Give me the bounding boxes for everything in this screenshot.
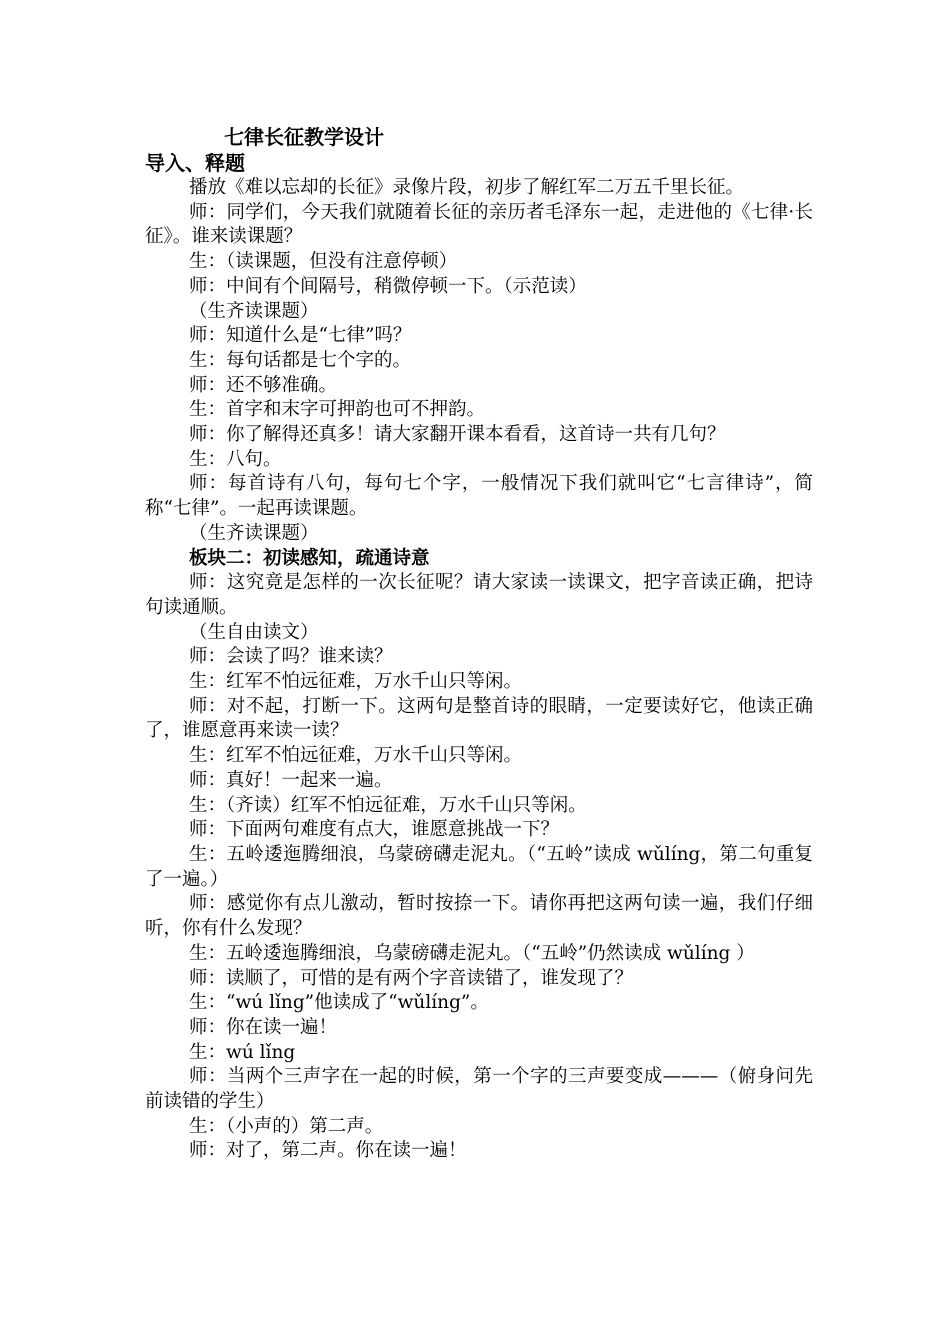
paragraph: 生：红军不怕远征难，万水千山只等闲。	[189, 745, 523, 767]
document-body	[145, 176, 813, 1164]
section-heading-intro: 导入、释题	[145, 151, 245, 175]
paragraph: 师：知道什么是“七律”吗？	[189, 325, 412, 347]
paragraph: 生：五岭逶迤腾细浪，乌蒙磅礴走泥丸。（“五岭”仍然读成 wǔlíng ）	[189, 942, 755, 964]
paragraph: 播放《难以忘却的长征》录像片段，初步了解红军二万五千里长征。	[189, 177, 745, 198]
paragraph: 生：每句话都是七个字的。	[189, 349, 412, 371]
paragraph: 师：真好！一起来一遍。	[189, 769, 393, 791]
paragraph: 师：感觉你有点儿激动，暂时按捺一下。请你再把这两句读一遍，我们仔细听，你有什么发现？	[145, 893, 813, 940]
paragraph: 师：每首诗有八句，每句七个字，一般情况下我们就叫它“七言律诗”，简称“七律”。一起再读课题。	[145, 473, 813, 520]
paragraph: 师：对了，第二声。你在读一遍！	[189, 1140, 467, 1162]
paragraph: 师：你在读一遍！	[189, 1016, 338, 1038]
paragraph: 师：这究竟是怎样的一次长征呢？请大家读一读课文，把字音读正确，把诗句读通顺。	[145, 572, 813, 618]
paragraph: （生自由读文）	[189, 621, 319, 643]
paragraph: 师：还不够准确。	[189, 374, 338, 396]
paragraph: 生：（齐读）红军不怕远征难，万水千山只等闲。	[189, 794, 587, 816]
paragraph: 师：当两个三声字在一起的时候，第一个字的三声要变成———（俯身问先前读错的学生）	[145, 1066, 813, 1113]
section-heading-paragraph: 板块二：初读感知，疏通诗意	[189, 547, 430, 569]
paragraph: 生：“wú lǐng”他读成了“wǔlíng”。	[189, 992, 489, 1014]
paragraph: 师：会读了吗？谁来读？	[189, 646, 393, 668]
paragraph: 师：对不起，打断一下。这两句是整首诗的眼睛，一定要读好它，他读正确了，谁愿意再来读一读？	[145, 695, 813, 742]
paragraph: 生：（读课题，但没有注意停顿）	[189, 251, 458, 273]
paragraph: （生齐读课题）	[189, 300, 319, 322]
paragraph: 师：你了解得还真多！请大家翻开课本看看，这首诗一共有几句？	[189, 424, 726, 446]
paragraph: 师：同学们，今天我们就随着长征的亲历者毛泽东一起，走进他的《七律·长征》。谁来读课题？	[145, 201, 813, 248]
paragraph: 师：中间有个间隔号，稍微停顿一下。（示范读）	[189, 275, 587, 297]
paragraph: 师：下面两句难度有点大，谁愿意挑战一下？	[189, 819, 560, 841]
paragraph: 生：五岭逶迤腾细浪，乌蒙磅礴走泥丸。（“五岭”读成 wǔlíng，第二句重复了一遍。）	[145, 843, 813, 890]
paragraph: 师：读顺了，可惜的是有两个字音读错了，谁发现了？	[189, 967, 634, 989]
paragraph: 生：首字和末字可押韵也可不押韵。	[189, 399, 486, 421]
document-title: 七律长征教学设计	[224, 125, 384, 149]
paragraph: 生：红军不怕远征难，万水千山只等闲。	[189, 671, 523, 693]
paragraph: 生：（小声的）第二声。	[189, 1115, 384, 1137]
paragraph: （生齐读课题）	[189, 522, 319, 544]
paragraph: 生：八句。	[189, 448, 282, 470]
paragraph: 生：wú lǐng	[189, 1041, 296, 1063]
